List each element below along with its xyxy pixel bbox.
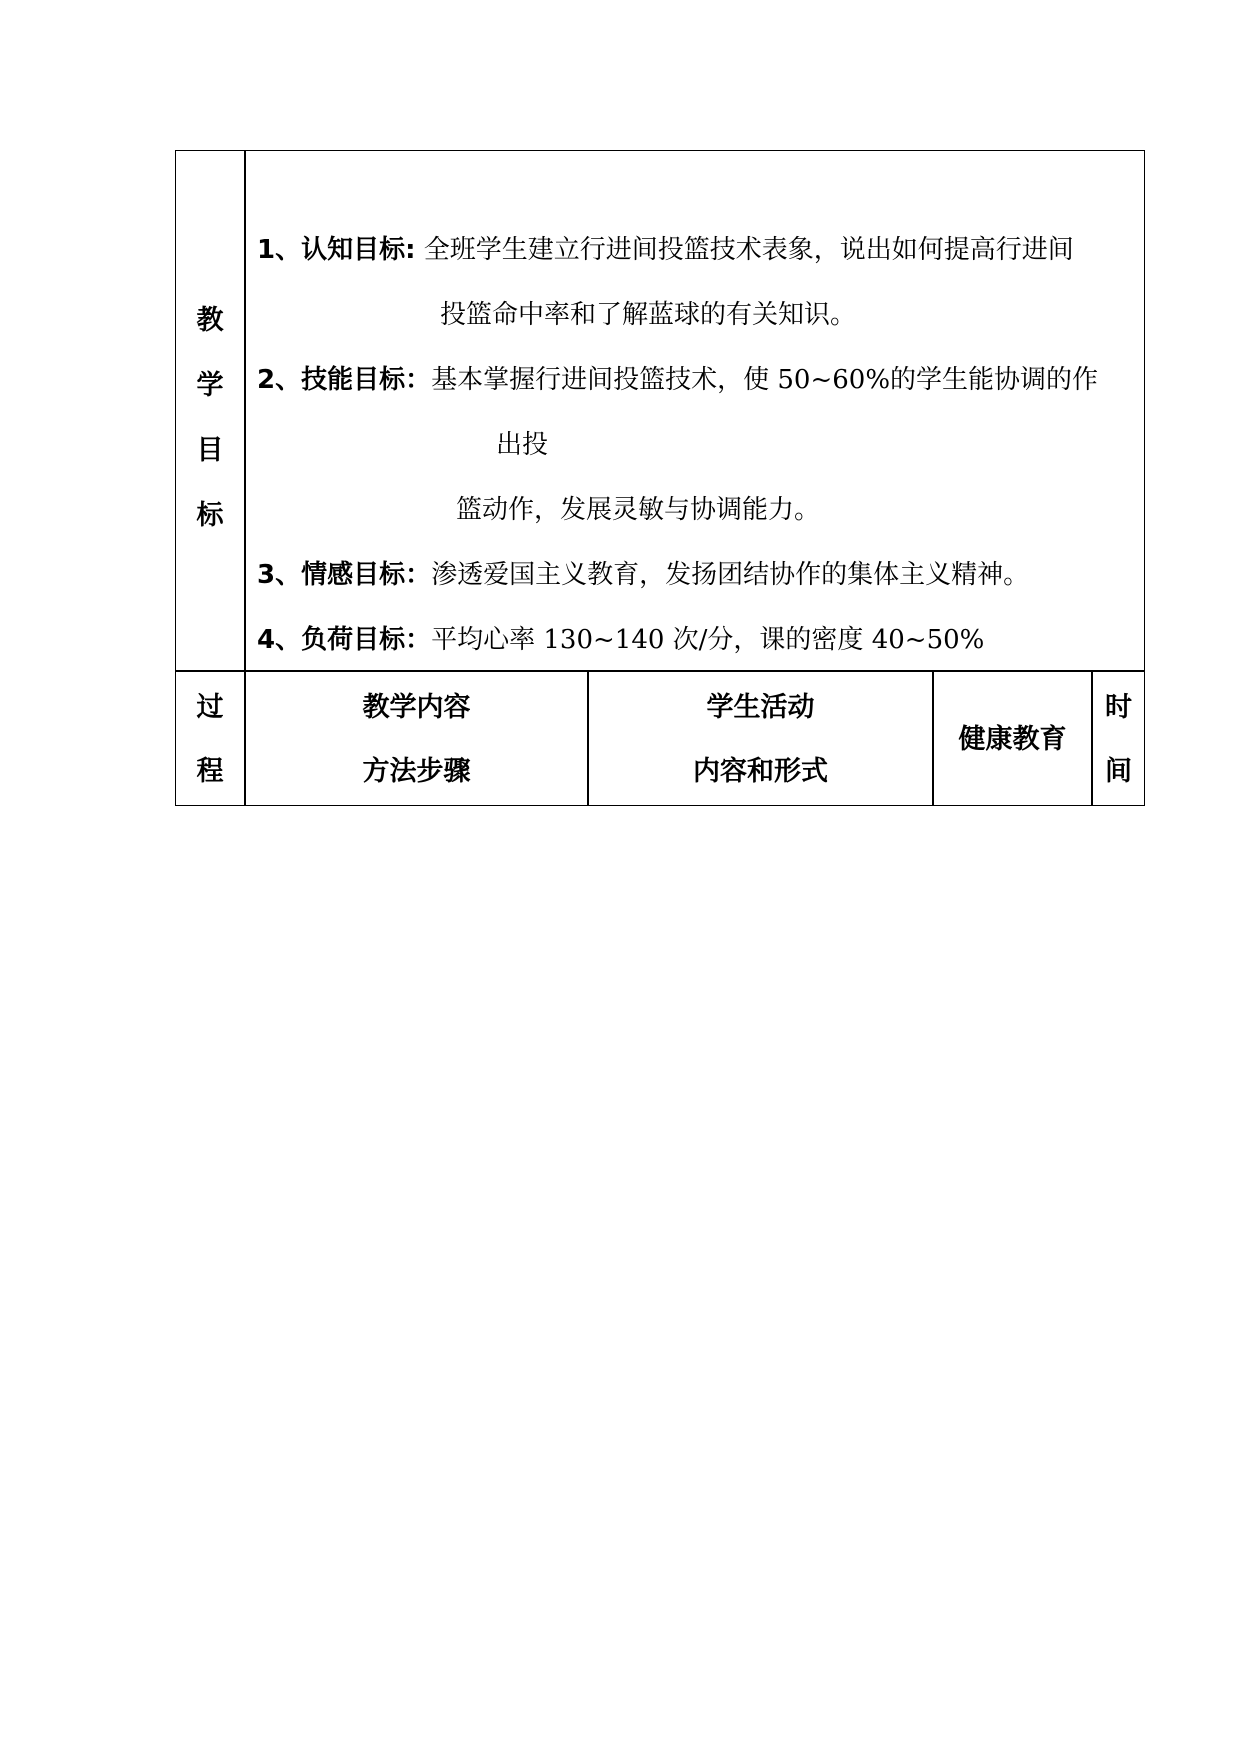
table-divider [587, 670, 589, 806]
goal-title: 1、认知目标 [257, 235, 406, 265]
goal-continuation: 出投 [496, 430, 549, 460]
goals-label-char: 学 [196, 370, 224, 401]
header-time-char: 时 [1105, 692, 1132, 723]
goals-label-char: 目 [196, 435, 224, 466]
goal-sep: ： [405, 365, 432, 395]
header-process-char: 过 [196, 692, 224, 723]
goal-item [257, 367, 1098, 393]
goal-title: 3、情感目标 [257, 560, 406, 590]
header-teaching-method: 方法步骤 [362, 756, 471, 787]
goal-continuation: 投篮命中率和了解蓝球的有关知识。 [440, 300, 857, 330]
goal-sep: ： [405, 560, 432, 590]
goals-content [245, 150, 1143, 670]
goal-item [257, 627, 984, 653]
header-teaching-content: 教学内容 [362, 692, 471, 723]
goal-sep: : [405, 235, 416, 265]
goal-title: 4、负荷目标 [257, 625, 406, 655]
table-divider [1091, 670, 1093, 806]
header-time-char: 间 [1105, 756, 1132, 787]
goal-title: 2、技能目标 [257, 365, 406, 395]
header-activity-form: 内容和形式 [693, 756, 828, 787]
goal-text: 平均心率 130~140 次/分，课的密度 40~50% [431, 625, 985, 655]
goals-label-char: 教 [196, 305, 224, 336]
table-divider [175, 670, 1145, 672]
goal-item [257, 237, 1074, 263]
goal-text: 基本掌握行进间投篮技术，使 50~60%的学生能协调的作 [431, 365, 1099, 395]
goal-sep: ： [405, 625, 432, 655]
header-process-char: 程 [196, 756, 224, 787]
goal-text: 渗透爱国主义教育，发扬团结协作的集体主义精神。 [431, 560, 1030, 590]
header-health-education: 健康教育 [958, 724, 1067, 755]
goal-text: 全班学生建立行进间投篮技术表象，说出如何提高行进间 [423, 235, 1074, 265]
goal-item [257, 562, 1029, 588]
goals-label-char: 标 [196, 500, 224, 531]
goal-continuation: 篮动作，发展灵敏与协调能力。 [456, 495, 821, 525]
header-student-activity: 学生活动 [706, 692, 815, 723]
